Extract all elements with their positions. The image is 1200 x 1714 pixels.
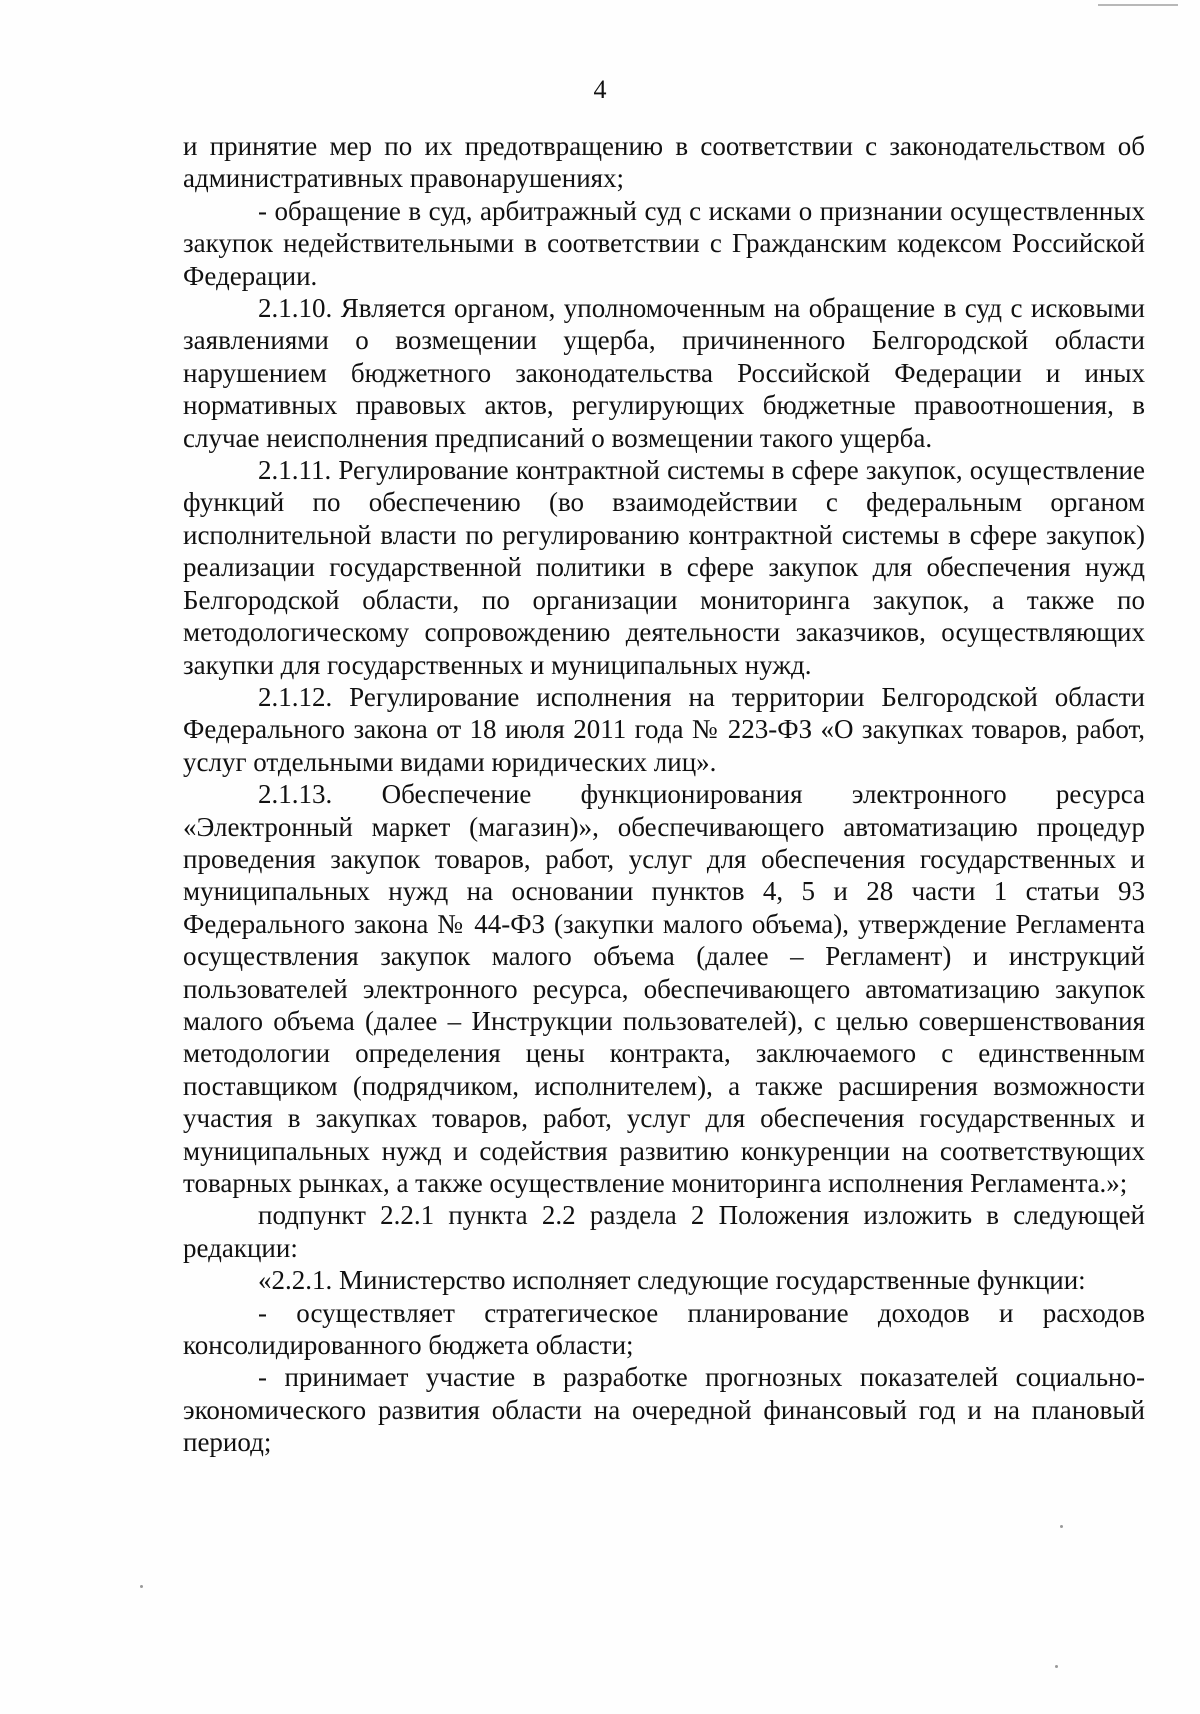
- document-body: [183, 130, 1145, 1459]
- scan-speck: [1055, 1665, 1058, 1668]
- paragraph: - принимает участие в разработке прогнозных показателей социально-экономического развития области на очередной финансовый год и на плановый период;: [183, 1362, 1145, 1458]
- paragraph: - обращение в суд, арбитражный суд с исками о признании осуществленных закупок недействительными в соответствии с Гражданским кодексом Российской Федерации.: [183, 195, 1145, 291]
- scan-speck: [140, 1585, 143, 1588]
- paragraph: 2.1.11. Регулирование контрактной системы в сфере закупок, осуществление функций по обеспечению (во взаимодействии с федеральным органом исполнительной власти по регулированию контрактной системы в сфере закупок) реализации государственной политики в сфере закупок для обеспечения нужд Белгородской области, по организации мониторинга закупок, а также по методологическому сопровождению деятельности заказчиков, осуществляющих закупки для государственных и муниципальных нужд.: [183, 455, 1145, 680]
- paragraph: 2.1.12. Регулирование исполнения на территории Белгородской области Федерального закона от 18 июля 2011 года № 223-ФЗ «О закупках товаров, работ, услуг отдельными видами юридических лиц».: [183, 681, 1145, 777]
- paragraph: 2.1.13. Обеспечение функционирования электронного ресурса «Электронный маркет (магазин)», обеспечивающего автоматизацию процедур проведения закупок товаров, работ, услуг для обеспечения государственных и муниципальных нужд на основании пунктов 4, 5 и 28 части 1 статьи 93 Федерального закона № 44-ФЗ (закупки малого объема), утверждение Регламента осуществления закупок малого объема (далее – Регламент) и инструкций пользователей электронного ресурса, обеспечивающего автоматизацию закупок малого объема (далее – Инструкции пользователей), с целью совершенствования методологии определения цены контракта, заключаемого с единственным поставщиком (подрядчиком, исполнителем), а также расширения возможности участия в закупках товаров, работ, услуг для обеспечения государственных и муниципальных нужд и содействия развитию конкуренции на соответствующих товарных рынках, а также осуществление мониторинга исполнения Регламента.»;: [183, 779, 1145, 1198]
- scan-speck: [1060, 1525, 1063, 1528]
- scan-edge-mark: [1098, 4, 1178, 6]
- page-number: 4: [593, 75, 607, 104]
- paragraph: - осуществляет стратегическое планирование доходов и расходов консолидированного бюджета области;: [183, 1297, 1145, 1361]
- paragraph: 2.1.10. Является органом, уполномоченным на обращение в суд с исковыми заявлениями о возмещении ущерба, причиненного Белгородской области нарушением бюджетного законодательства Российской Федерации и иных нормативных правовых актов, регулирующих бюджетные правоотношения, в случае неисполнения предписаний о возмещении такого ущерба.: [183, 293, 1145, 453]
- paragraph: «2.2.1. Министерство исполняет следующие государственные функции:: [258, 1265, 1086, 1296]
- paragraph: и принятие мер по их предотвращению в соответствии с законодательством об административных правонарушениях;: [183, 131, 1145, 194]
- paragraph: подпункт 2.2.1 пункта 2.2 раздела 2 Положения изложить в следующей редакции:: [183, 1200, 1145, 1263]
